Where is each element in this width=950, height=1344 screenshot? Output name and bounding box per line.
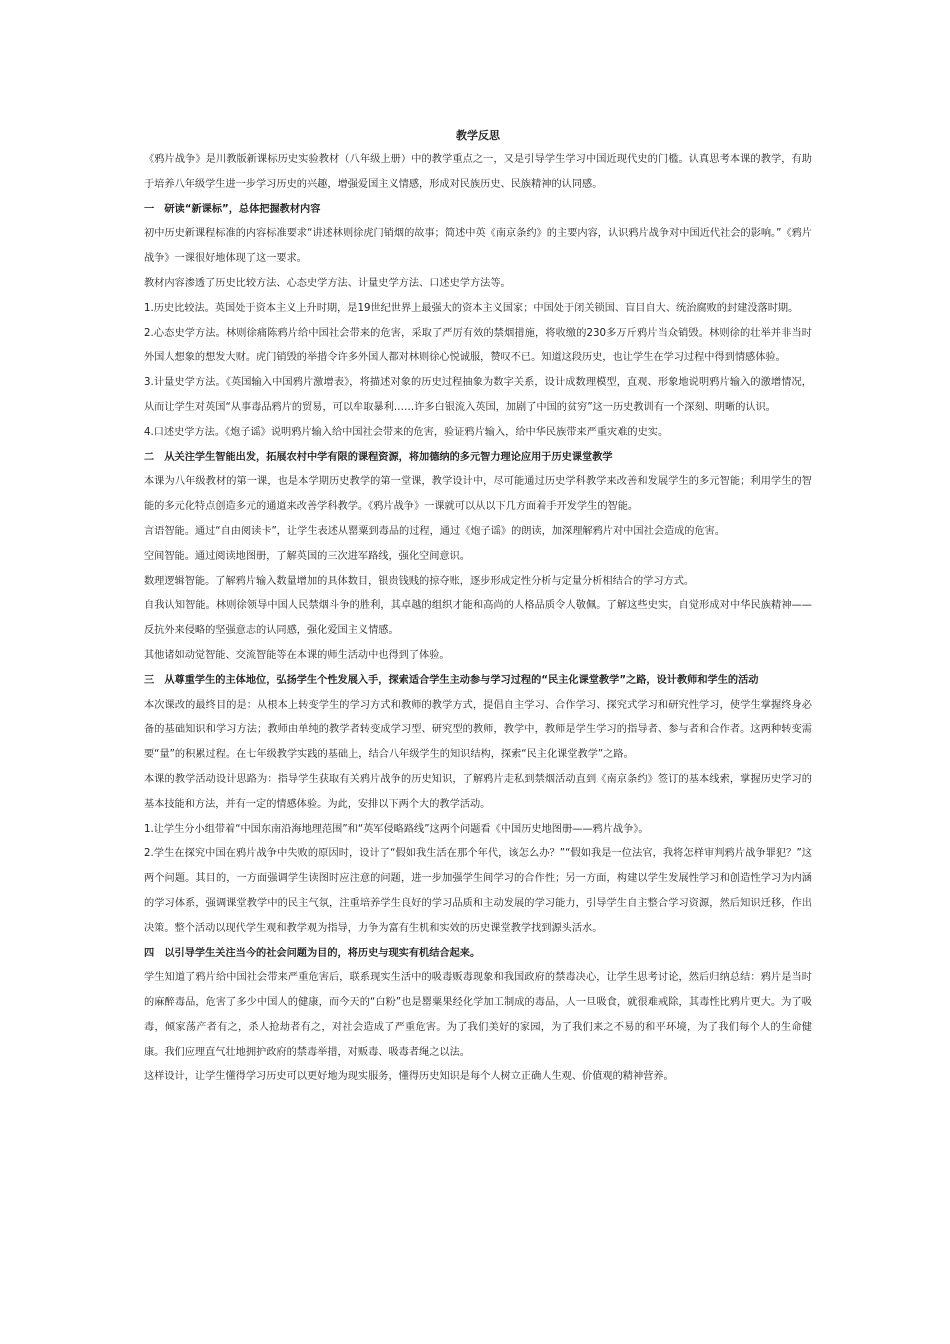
section-2-paragraph-6: 其他诸如动觉智能、交流智能等在本课的师生活动中也得到了体验。 — [144, 649, 450, 661]
section-2-paragraph-3: 空间智能。通过阅读地图册，了解英国的三次进军路线，强化空间意识。 — [144, 550, 470, 562]
section-3-paragraph-1: 本次课改的最终目的是：从根本上转变学生的学习方式和教师的教学方式，提倡自主学习、合作学习、探究式学习和研究性学习，使学生掌握终身必备的基础知识和学习方法；教师由单纯的教学者转变成学习型、研究型的教师，教学中，教师是学生学习的指导者、参与者和合作者。这两种转变需要“量”的积累过程。在七年级教学实践的基础上，结合八年级学生的知识结构，探索“民主化课堂教学”之路。 — [144, 699, 812, 761]
section-4-paragraph-1: 学生知道了鸦片给中国社会带来严重危害后，联系现实生活中的吸毒贩毒现象和我国政府的禁毒决心，让学生思考讨论，然后归纳总结：鸦片是当时的麻醉毒品，危害了多少中国人的健康，而今天的“白粉”也是罂粟果经化学加工制成的毒品，人一旦吸食，就很难戒除，其毒性比鸦片更大。为了吸毒，倾家荡产者有之，杀人抢劫者有之，对社会造成了严重危害。为了我们美好的家园，为了我们来之不易的和平环境，为了我们每个人的生命健康。我们应理直气壮地拥护政府的禁毒举措，对贩毒、吸毒者绳之以法。 — [144, 972, 812, 1058]
section-1-paragraph-1: 初中历史新课程标准的内容标准要求“讲述林则徐虎门销烟的故事；简述中英《南京条约》的主要内容，认识鸦片战争对中国近代社会的影响。”《鸦片战争》一课很好地体现了这一要求。 — [144, 228, 812, 265]
document-title: 教学反思 — [456, 129, 500, 142]
section-1-paragraph-3: 1.历史比较法。英国处于资本主义上升时期，是19世纪世界上最强大的资本主义国家；中国处于闭关锁国、盲目自大、统治腐败的封建没落时期。 — [144, 302, 799, 314]
section-2-paragraph-5: 自我认知智能。林则徐领导中国人民禁烟斗争的胜利，其卓越的组织才能和高尚的人格品质令人敬佩。了解这些史实，自觉形成对中华民族精神——反抗外来侵略的坚强意志的认同感，强化爱国主义情感。 — [144, 600, 812, 637]
section-1-heading: 一 研读“新课标”，总体把握教材内容 — [144, 203, 321, 215]
section-1-paragraph-5: 3.计量史学方法。《英国输入中国鸦片激增表》，将描述对象的历史过程抽象为数字关系，设计成数理模型，直观、形象地说明鸦片输入的激增情况，从而让学生对英国“从事毒品鸦片的贸易，可以牟取暴利……许多白银流入英国，加剧了中国的贫穷”这一历史教训有一个深刻、明晰的认识。 — [144, 377, 812, 413]
section-1-paragraph-4: 2.心态史学方法。林则徐痛陈鸦片给中国社会带来的危害，采取了严厉有效的禁烟措施，将收缴的230多万斤鸦片当众销毁。林则徐的壮举并非当时外国人想象的想发大财。虎门销毁的举措令许多外国人都对林则徐心悦诚服，赞叹不已。知道这段历史，也让学生在学习过程中得到情感体验。 — [144, 327, 812, 364]
section-3-paragraph-3: 1.让学生分小组带着“中国东南沿海地理范围”和“英军侵略路线”这两个问题看《中国历史地图册——鸦片战争》。 — [144, 823, 649, 835]
section-2-paragraph-1: 本课为八年级教材的第一课，也是本学期历史教学的第一堂课，教学设计中，尽可能通过历史学科教学来改善和发展学生的多元智能；利用学生的智能的多元化特点创造多元的通道来改善学科教学。《鸦片战争》一课就可以从以下几方面着手开发学生的智能。 — [144, 476, 812, 513]
intro-paragraph: 《鸦片战争》是川教版新课标历史实验教材（八年级上册）中的教学重点之一，又是引导学生学习中国近现代史的门槛。认真思考本课的教学，有助于培养八年级学生进一步学习历史的兴趣，增强爱国主义情感，形成对民族历史、民族精神的认同感。 — [144, 154, 812, 190]
section-3-paragraph-2: 本课的教学活动设计思路为：指导学生获取有关鸦片战争的历史知识，了解鸦片走私到禁烟活动直到《南京条约》签订的基本线索，掌握历史学习的基本技能和方法，并有一定的情感体验。为此，安排以下两个大的教学活动。 — [144, 773, 812, 810]
section-2-paragraph-4: 数理逻辑智能。了解鸦片输入数量增加的具体数目，银贵钱贱的掠夺账，逐步形成定性分析与定量分析相结合的学习方式。 — [144, 575, 695, 587]
section-3-paragraph-4: 2.学生在探究中国在鸦片战争中失败的原因时，设计了“假如我生活在那个年代，该怎么办？”“假如我是一位法官，我将怎样审判鸦片战争罪犯？”这两个问题。其目的，一方面强调学生读图时应注意的问题，进一步加强学生间学习的合作性；另一方面，构建以学生发展性学习和创造性学习为内涵的学习体系，强调课堂教学中的民主气氛，注重培养学生良好的学习品质和主动发展的学习能力，引导学生自主整合学习资源，然后知识迁移，作出决策。整个活动以现代学生观和教学观为指导，力争为富有生机和实效的历史课堂教学找到源头活水。 — [144, 848, 812, 934]
section-2-heading: 二 从关注学生智能出发，拓展农村中学有限的课程资源，将加德纳的多元智力理论应用于历史课堂教学 — [144, 451, 613, 463]
section-2-paragraph-2: 言语智能。通过“自由阅读卡”，让学生表述从罂粟到毒品的过程，通过《炮子谣》的朗读，加深理解鸦片对中国社会造成的危害。 — [144, 525, 726, 537]
section-4-paragraph-2: 这样设计，让学生懂得学习历史可以更好地为现实服务，懂得历史知识是每个人树立正确人生观、价值观的精神营养。 — [144, 1071, 674, 1083]
section-1-paragraph-6: 4.口述史学方法。《炮子谣》说明鸦片输入给中国社会带来的危害，验证鸦片输入，给中华民族带来严重灾难的史实。 — [144, 426, 669, 438]
document-page — [144, 126, 812, 1090]
section-3-heading: 三 从尊重学生的主体地位，弘扬学生个性发展入手，探索适合学生主动参与学习过程的“民主化课堂教学”之路，设计教师和学生的活动 — [144, 674, 759, 686]
section-4-heading: 四 以引导学生关注当今的社会问题为目的，将历史与现实有机结合起来。 — [144, 947, 481, 959]
section-1-paragraph-2: 教材内容渗透了历史比较方法、心态史学方法、计量史学方法、口述史学方法等。 — [144, 277, 511, 289]
